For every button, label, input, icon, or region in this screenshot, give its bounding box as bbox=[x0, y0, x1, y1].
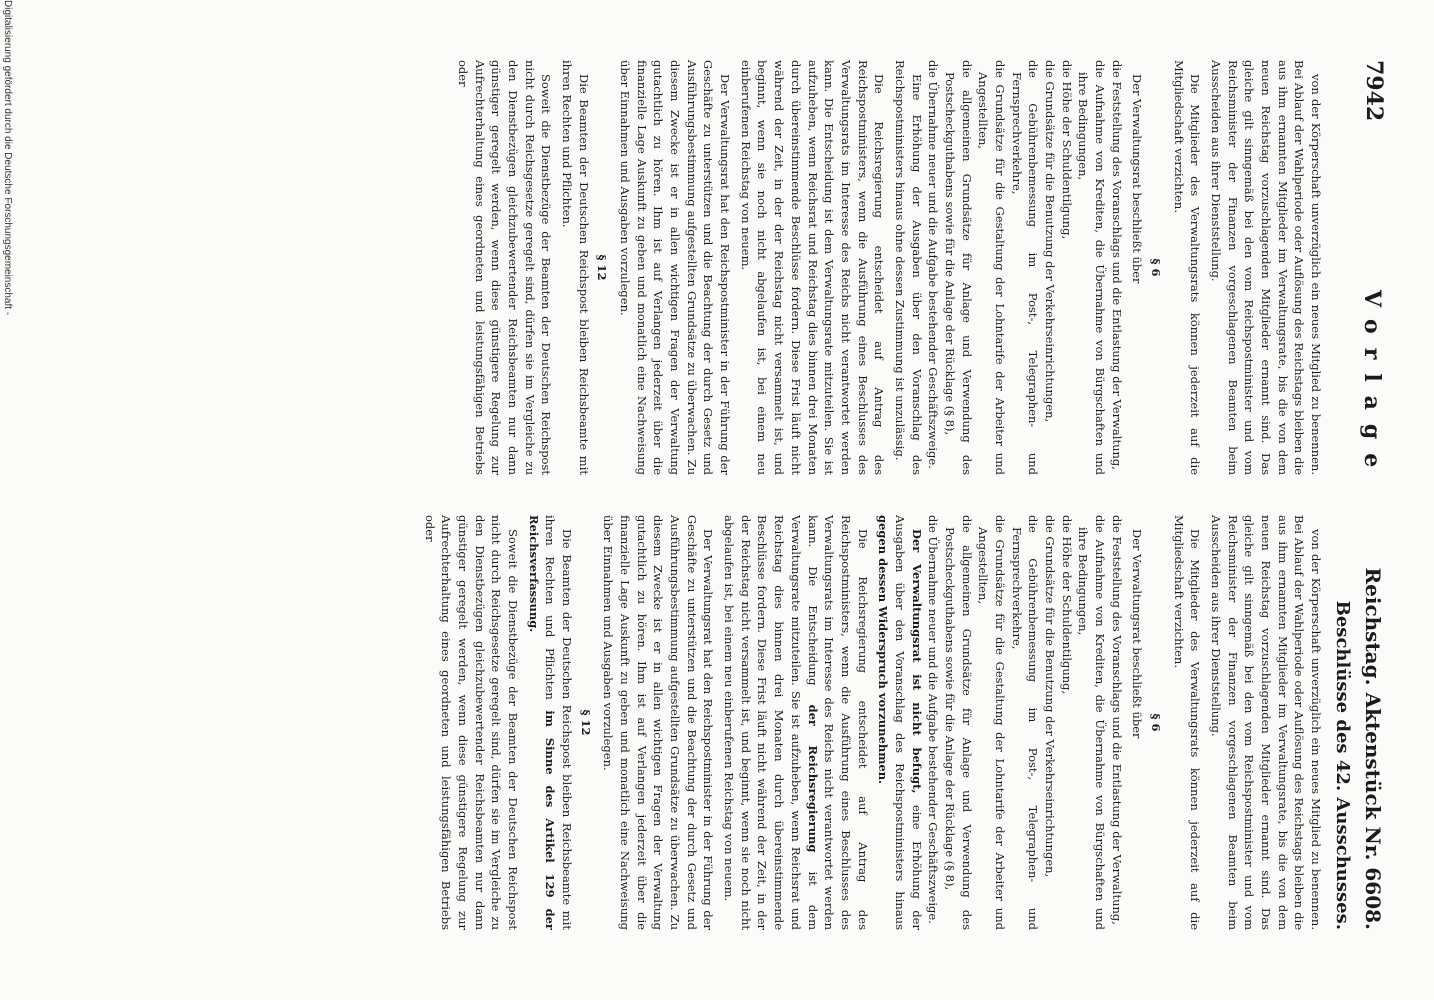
credit-text: Digitalisierung gefördert durch die Deutsche Forschungsgemeinschaft - bbox=[2, 0, 13, 316]
list-item: die Grundsätze für die Gestaltung der Lohntarife der Arbeiter und Angestellten, bbox=[976, 515, 1007, 930]
paragraph: Die Beamten der Deutschen Reichspost bleiben Reichsbeamte mit ihren Rechten und Pflichten. bbox=[560, 60, 591, 475]
paragraph: Der Verwaltungsrat beschließt über bbox=[1130, 74, 1145, 284]
list-item: die Grundsätze für die Gestaltung der Lohntarife der Arbeiter und Angestellten, bbox=[976, 60, 1007, 475]
list-item: die Aufnahme von Krediten, die Übernahme von Bürgschaften und ihre Bedingungen, bbox=[1076, 515, 1107, 930]
text-run: Die Reichsregierung entscheidet auf Antrag des Reichspostministers, wenn die Ausführung eines Beschlusses des Verwaltungsrats im Interesse des Reichs nicht verantwortet werden kann. Die Entscheidung bbox=[805, 515, 870, 930]
emphasis: der Reichsregierung bbox=[805, 704, 820, 853]
right-column-title: Beschlüsse des 42. Ausschusses. bbox=[1332, 600, 1353, 930]
list-item: die Höhe der Schuldentilgung, bbox=[1059, 515, 1074, 695]
list-item: die allgemeinen Grundsätze für Anlage und Verwendung des Postscheckguthabens sowie für die Anlage der Rücklage (§ 8), bbox=[942, 60, 974, 475]
list-item: die Übernahme neuer und die Aufgabe bestehender Geschäftszweige. bbox=[926, 515, 941, 924]
paragraph: Der Verwaltungsrat hat den Reichspostminister in der Führung der Geschäfte zu unterstützen und die Beachtung der durch Gesetz und Ausführungsbestimmung aufgestellten Grundsätze zu überwachen. Zu diesem Zwecke ist er in allen wichtigen Fragen der Verwaltung gutachtlich zu hören. Ihm ist auf Verlangen jederzeit über die finanzielle Lage Auskunft zu geben und monatlich eine Nachweisung über Einnahmen und Ausgaben vorzulegen. bbox=[618, 60, 733, 475]
list-item: die Grundsätze für die Benutzung der Verkehrseinrichtungen, bbox=[1042, 60, 1057, 423]
page-number: 7942 bbox=[1361, 60, 1387, 122]
left-column-title: Vorlage bbox=[1359, 290, 1385, 482]
paragraph: Eine Erhöhung der Ausgaben über den Voranschlag des Reichspostministers hinaus ohne dessen Zustimmung ist unzulässig. bbox=[892, 60, 924, 475]
paragraph bbox=[525, 515, 575, 930]
section-heading: § 6 bbox=[1148, 713, 1163, 732]
list-item: die Gebührenbemessung im Post-, Telegraphen- und Fernsprechverkehre, bbox=[1009, 60, 1041, 475]
emphasis: Der Verwaltungsrat ist nicht befugt, bbox=[909, 529, 924, 794]
page-header bbox=[1332, 60, 1389, 930]
paragraph: Die Mitglieder des Verwaltungsrats können jederzeit auf die Mitgliedschaft verzichten. bbox=[1171, 515, 1203, 930]
paragraph: Soweit die Dienstbezüge der Beamten der Deutschen Reichspost nicht durch Reichsgesetze geregelt sind, dürfen sie im Vergleiche zu den Dienstbezügen gleichzubewertender Reichsbeamten nur dann günstiger geregelt werden, wenn diese günstigere Regelung zur Aufrechterhaltung eines geordneten und leistungsfähigen Betriebs oder bbox=[422, 515, 521, 930]
list-item: die Gebührenbemessung im Post-, Telegraphen- und Fernsprechverkehre, bbox=[1009, 515, 1041, 930]
paragraph: Der Verwaltungsrat beschließt über bbox=[1130, 529, 1145, 739]
text-columns bbox=[60, 60, 1324, 930]
section-heading: § 12 bbox=[578, 709, 593, 736]
list-item: die Grundsätze für die Benutzung der Verkehrseinrichtungen, bbox=[1042, 515, 1057, 878]
paragraph: von der Körperschaft unverzüglich ein neues Mitglied zu benennen. Bei Ablauf der Wahlperiode oder Auflösung des Reichstags bleiben die aus ihm ernannten Mitglieder im Verwaltungsrate, bis die von dem neuen Reichstag vorzuschlagenden Mitglieder ernannt sind. Das gleiche gilt sinngemäß bei den vom Reichspostminister und vom Reichsminister der Finanzen vorgeschlagenen Beamten beim Ausscheiden aus ihrer Dienststellung. bbox=[1208, 60, 1323, 475]
document-title: Reichstag. Aktenstück Nr. 6608. bbox=[1361, 567, 1385, 930]
list-item: die Feststellung des Voranschlags und die Entlastung der Verwaltung, bbox=[1109, 515, 1124, 925]
paragraph bbox=[875, 515, 925, 930]
section-heading: § 6 bbox=[1148, 258, 1163, 277]
text-run: Die Beamten der Deutschen Reichspost bleiben Reichsbeamte mit ihren Rechten und Pflichten bbox=[543, 515, 575, 930]
paragraph bbox=[720, 515, 870, 930]
paragraph: von der Körperschaft unverzüglich ein neues Mitglied zu benennen. Bei Ablauf der Wahlperiode oder Auflösung des Reichstags bleiben die aus ihm ernannten Mitglieder im Verwaltungsrate, bis die von dem neuen Reichstag vorzuschlagenden Mitglieder ernannt sind. Das gleiche gilt sinngemäß bei den vom Reichspostminister und vom Reichsminister der Finanzen vorgeschlagenen Beamten beim Ausscheiden aus ihrer Dienststellung. bbox=[1208, 515, 1323, 930]
list-item: die Feststellung des Voranschlags und die Entlastung der Verwaltung, bbox=[1109, 60, 1124, 470]
text-run: ist dem Verwaltungsrate mitzuteilen. Sie ist aufzuheben, wenn Reichsrat und Reichstag dies binnen drei Monaten durch übereinstimmende Beschlüsse fordern. Diese Frist läuft nicht während der Zeit, in der der Reichstag nicht versammelt ist, und beginnt, wenn sie noch nicht abgelaufen ist, bei einem neu einberufenen Reichstag von neuem. bbox=[722, 515, 820, 930]
paragraph: Die Mitglieder des Verwaltungsrats können jederzeit auf die Mitgliedschaft verzichten. bbox=[1171, 60, 1203, 475]
emphasis: im Sinne des Artikel 129 der Reichsverfassung. bbox=[526, 515, 558, 930]
text-run: eine Erhöhung der Ausgaben über den Voranschlag des Reichspostministers hinaus bbox=[892, 515, 924, 930]
list-item: die Höhe der Schuldentilgung, bbox=[1059, 60, 1074, 240]
paragraph: Der Verwaltungsrat hat den Reichspostminister in der Führung der Geschäfte zu unterstützen und die Beachtung der durch Gesetz und Ausführungsbestimmung aufgestellten Grundsätze zu überwachen. Zu diesem Zwecke ist er in allen wichtigen Fragen der Verwaltung gutachtlich zu hören. Ihm ist auf Verlangen jederzeit über die finanzielle Lage Auskunft zu geben und monatlich eine Nachweisung über Einnahmen und Ausgaben vorzulegen. bbox=[601, 515, 716, 930]
section-heading: § 12 bbox=[595, 254, 610, 281]
digitization-credit bbox=[2, 0, 13, 1000]
column-beschluesse bbox=[60, 515, 1324, 930]
list-item: die Übernahme neuer und die Aufgabe bestehender Geschäftszweige. bbox=[926, 60, 941, 469]
list-item: die Aufnahme von Krediten, die Übernahme von Bürgschaften und ihre Bedingungen, bbox=[1076, 60, 1107, 475]
paragraph: Soweit die Dienstbezüge der Beamten der Deutschen Reichspost nicht durch Reichsgesetze geregelt sind, dürfen sie im Vergleiche zu den Dienstbezügen gleichzubewertender Reichsbeamten nur dann günstiger geregelt werden, wenn diese günstigere Regelung zur Aufrechterhaltung eines geordneten und leistungsfähigen Betriebs oder bbox=[456, 60, 554, 475]
emphasis: gegen dessen Widerspruch vorzunehmen. bbox=[876, 515, 891, 785]
paragraph: Die Reichsregierung entscheidet auf Antrag des Reichspostministers, wenn die Ausführung eines Beschlusses des Verwaltungsrats im Interesse des Reichs nicht verantwortet werden kann. Die Entscheidung ist dem Verwaltungsrate mitzuteilen. Sie ist aufzuheben, wenn Reichsrat und Reichstag dies binnen drei Monaten durch übereinstimmende Beschlüsse fordern. Diese Frist läuft nicht während der Zeit, in der der Reichstag nicht versammelt ist, und beginnt, wenn sie noch nicht abgelaufen ist, bei einem neu einberufenen Reichstag von neuem. bbox=[738, 60, 887, 475]
column-vorlage bbox=[60, 60, 1324, 475]
list-item: die allgemeinen Grundsätze für Anlage und Verwendung des Postscheckguthabens sowie für die Anlage der Rücklage (§ 8), bbox=[942, 515, 974, 930]
